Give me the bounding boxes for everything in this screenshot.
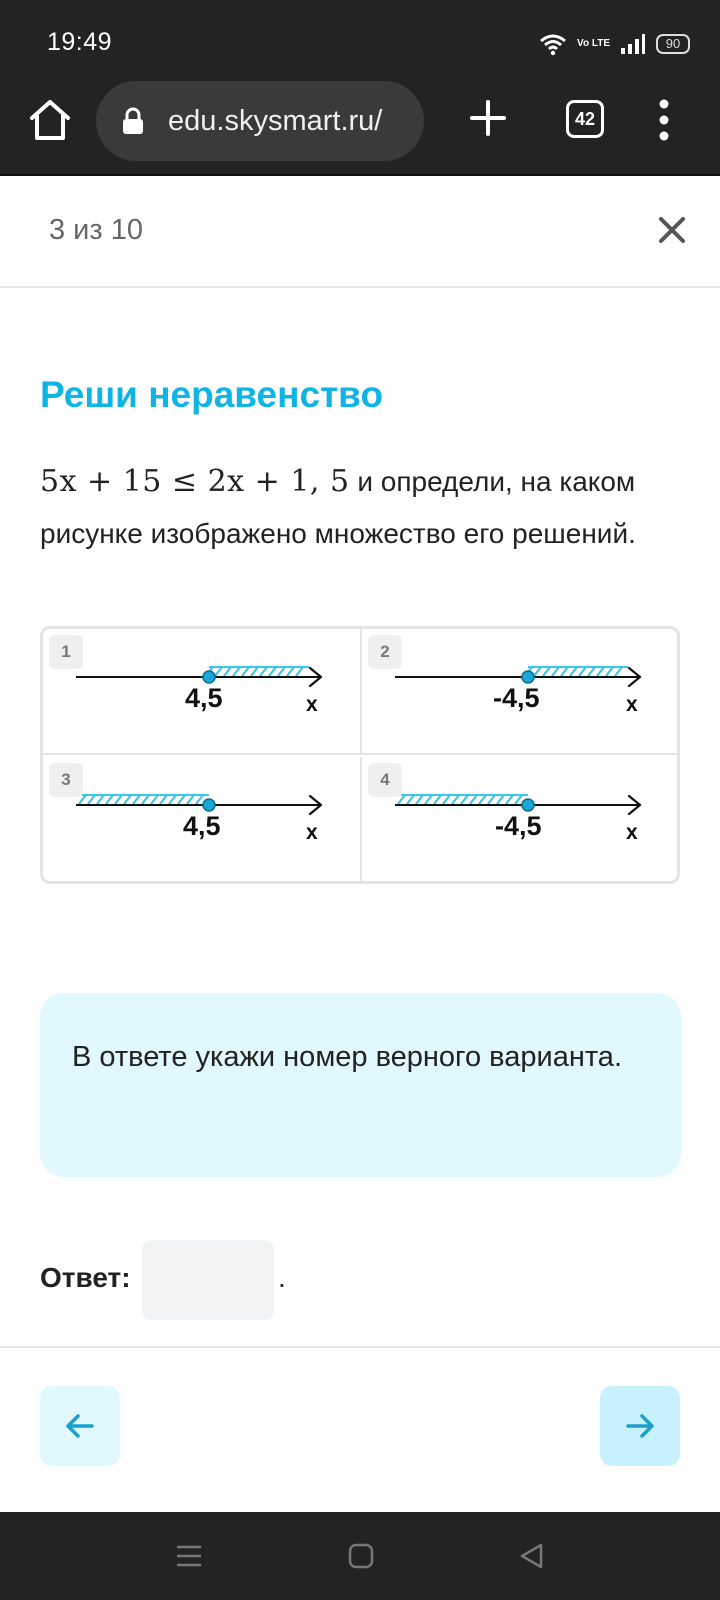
- hatch-stroke: [79, 795, 86, 804]
- hatch-stroke: [534, 667, 541, 676]
- hatch-stroke: [97, 795, 104, 804]
- hint-box: [40, 993, 681, 1177]
- hatch-stroke: [615, 667, 622, 676]
- hatch-stroke: [416, 795, 423, 804]
- hatch-stroke: [260, 667, 267, 676]
- battery-icon: 90: [656, 34, 690, 54]
- task-text: [40, 456, 680, 560]
- hatch-stroke: [479, 795, 486, 804]
- menu-icon[interactable]: [652, 96, 676, 144]
- hatch-region: [525, 667, 628, 676]
- hatch-stroke: [169, 795, 176, 804]
- tab-count-button[interactable]: 42: [566, 100, 604, 138]
- hatch-stroke: [470, 795, 477, 804]
- hatch-stroke: [269, 667, 276, 676]
- hatch-stroke: [579, 667, 586, 676]
- point-label: 4,5: [185, 683, 223, 713]
- axis-label: x: [626, 821, 638, 844]
- hatch-stroke: [151, 795, 158, 804]
- status-time: 19:49: [47, 28, 113, 56]
- hatch-stroke: [434, 795, 441, 804]
- hatch-stroke: [88, 795, 95, 804]
- hatch-stroke: [115, 795, 122, 804]
- next-button[interactable]: [600, 1386, 680, 1466]
- hatch-region: [79, 795, 209, 804]
- hatch-stroke: [124, 795, 131, 804]
- answer-suffix: .: [278, 1262, 286, 1293]
- hatch-stroke: [452, 795, 459, 804]
- option-number: 1: [49, 635, 83, 669]
- hint-text: В ответе укажи номер верного варианта.: [72, 1041, 622, 1073]
- hatch-stroke: [488, 795, 495, 804]
- option-number: 3: [49, 763, 83, 797]
- hatch-stroke: [215, 667, 222, 676]
- task-title: Реши неравенство: [40, 374, 384, 415]
- hatch-stroke: [588, 667, 595, 676]
- hatch-stroke: [133, 795, 140, 804]
- hatch-stroke: [287, 667, 294, 676]
- home-circle-icon[interactable]: [348, 1543, 374, 1569]
- inequality-formula: 5x + 15 ≤ 2x + 1, 5: [40, 464, 350, 499]
- axis-label: x: [306, 821, 318, 844]
- arrow-left-icon: [62, 1408, 98, 1444]
- prev-button[interactable]: [40, 1386, 120, 1466]
- answer-label: Ответ:: [40, 1262, 131, 1293]
- hatch-stroke: [597, 667, 604, 676]
- back-icon[interactable]: [518, 1542, 544, 1570]
- answer-input[interactable]: [142, 1240, 274, 1320]
- hatch-stroke: [443, 795, 450, 804]
- arrow-right-icon: [622, 1408, 658, 1444]
- option-1[interactable]: [43, 629, 362, 755]
- hatch-stroke: [142, 795, 149, 804]
- option-number: 4: [368, 763, 402, 797]
- point-label: 4,5: [183, 811, 221, 841]
- hatch-stroke: [515, 795, 522, 804]
- axis-label: x: [306, 693, 318, 716]
- hatch-stroke: [160, 795, 167, 804]
- hatch-stroke: [497, 795, 504, 804]
- status-icons: [539, 30, 690, 58]
- hatch-stroke: [461, 795, 468, 804]
- option-number: 2: [368, 635, 402, 669]
- hatch-stroke: [278, 667, 285, 676]
- close-icon[interactable]: [654, 212, 690, 248]
- status-bar: [0, 0, 720, 78]
- system-nav-bar: [0, 1512, 720, 1600]
- solution-point: [522, 671, 534, 683]
- options-grid: [40, 626, 680, 884]
- hatch-stroke: [606, 667, 613, 676]
- lock-icon: [122, 107, 144, 135]
- new-tab-icon[interactable]: [468, 98, 508, 138]
- wifi-icon: [539, 32, 567, 56]
- hatch-stroke: [543, 667, 550, 676]
- hatch-stroke: [296, 667, 303, 676]
- home-icon[interactable]: [26, 96, 74, 144]
- url-text: edu.skysmart.ru/: [168, 105, 383, 137]
- hatch-stroke: [187, 795, 194, 804]
- point-label: -4,5: [495, 811, 542, 841]
- hatch-stroke: [506, 795, 513, 804]
- axis-label: x: [626, 693, 638, 716]
- hatch-stroke: [425, 795, 432, 804]
- hatch-stroke: [242, 667, 249, 676]
- task-description: и определи, на каком рисунке изображено множество его решений.: [40, 466, 636, 549]
- hatch-stroke: [407, 795, 414, 804]
- footer-divider: [0, 1346, 720, 1348]
- question-counter: 3 из 10: [49, 214, 143, 246]
- hatch-stroke: [233, 667, 240, 676]
- signal-icon: [620, 33, 646, 55]
- address-bar[interactable]: [96, 81, 424, 161]
- page-header: [0, 176, 720, 288]
- hatch-stroke: [196, 795, 203, 804]
- hatch-stroke: [106, 795, 113, 804]
- hatch-region: [206, 667, 309, 676]
- hatch-stroke: [570, 667, 577, 676]
- volte-icon: Vo LTE: [577, 38, 610, 49]
- option-3[interactable]: [43, 757, 362, 883]
- point-label: -4,5: [493, 683, 540, 713]
- hatch-region: [398, 795, 528, 804]
- hatch-stroke: [552, 667, 559, 676]
- hatch-stroke: [561, 667, 568, 676]
- recents-icon[interactable]: [176, 1544, 202, 1568]
- solution-point: [203, 799, 215, 811]
- hatch-stroke: [251, 667, 258, 676]
- hatch-stroke: [224, 667, 231, 676]
- hatch-stroke: [398, 795, 405, 804]
- option-2[interactable]: [362, 629, 680, 755]
- solution-point: [522, 799, 534, 811]
- hatch-stroke: [178, 795, 185, 804]
- solution-point: [203, 671, 215, 683]
- browser-toolbar: [0, 78, 720, 176]
- option-4[interactable]: [362, 757, 680, 883]
